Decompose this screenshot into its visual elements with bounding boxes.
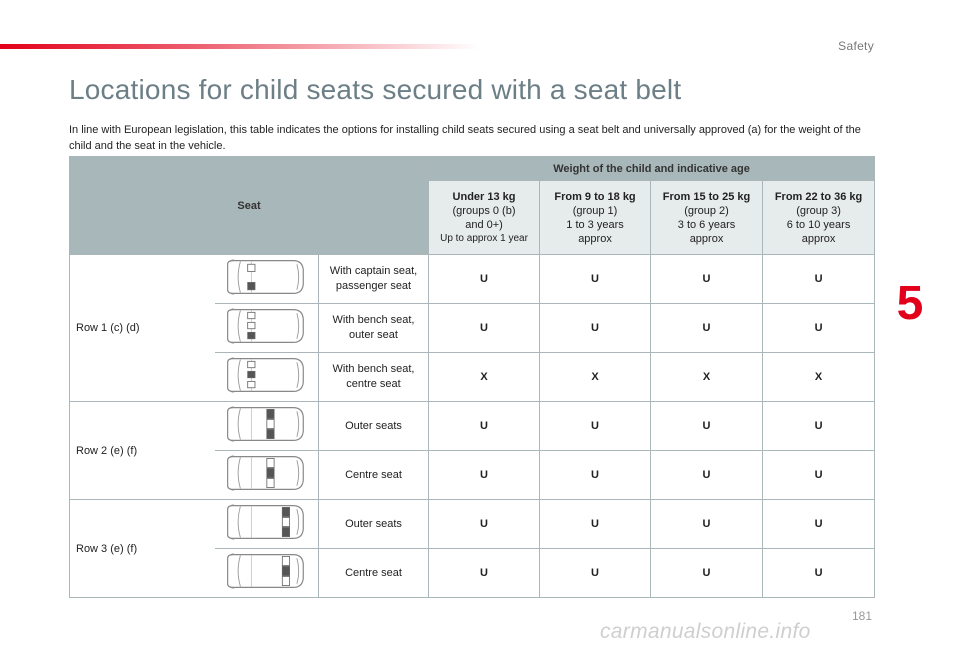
group-header-line: (group 1) [572,204,618,217]
weight-group-header [540,181,651,255]
suitability-value: U [429,451,540,500]
watermark: carmanualsonline.info [600,620,811,643]
seat-variant [319,549,429,598]
seat [248,361,255,367]
seat [248,312,255,318]
group-header-line: 6 to 10 years [786,218,851,231]
suitability-value: U [540,255,651,304]
suitability-value: U [763,549,875,598]
highlighted-seat [282,566,289,575]
suitability-value: U [651,549,763,598]
group-header-line: From 15 to 25 kg [662,190,751,203]
car-row2-outer-seats-icon [224,405,306,443]
car-diagram-cell [215,549,319,598]
car-diagram-cell [215,304,319,353]
weight-group-header [651,181,763,255]
seat-variant-line: With bench seat, [332,314,415,326]
group-header-line: (group 3) [796,204,841,217]
seat-variant-line: Centre seat [345,468,402,481]
group-header-line: approx [689,232,724,245]
suitability-value: U [763,255,875,304]
suitability-value: U [540,451,651,500]
weight-group-header [429,181,540,255]
section-name: Safety [838,39,874,53]
highlighted-seat [248,282,255,289]
suitability-value: U [429,500,540,549]
suitability-value: U [429,304,540,353]
weight-header: Weight of the child and indicative age [429,157,875,181]
suitability-value: U [651,500,763,549]
suitability-value: U [763,451,875,500]
row-group-label: Row 1 (c) (d) [70,255,215,402]
group-header-line: and 0+) [465,218,503,231]
seat-variant-line: centre seat [346,378,401,390]
seat [248,322,255,328]
row-group-label: Row 3 (e) (f) [70,500,215,598]
suitability-value: U [651,304,763,353]
seat-variant-line: Outer seats [345,419,402,432]
child-seat-table [69,156,875,598]
highlighted-seat [267,468,274,477]
seat [267,419,274,428]
suitability-value: U [540,402,651,451]
seat-variant [319,255,429,304]
seat-variant [319,500,429,549]
header-accent-bar [0,44,480,49]
suitability-value: U [540,500,651,549]
table-row [70,500,875,549]
seat-header: Seat [70,157,429,255]
seat-variant-line: Outer seats [345,517,402,530]
car-row2-centre-seat-icon [224,454,306,492]
car-row3-centre-seat-icon [224,552,306,590]
highlighted-seat [248,332,255,338]
group-header-line: From 9 to 18 kg [554,190,636,203]
seat [282,576,289,585]
car-front-passenger-seat-icon [224,258,306,296]
suitability-value: U [651,402,763,451]
seat [248,264,255,271]
seat [267,458,274,467]
suitability-value: U [763,402,875,451]
page-number: 181 [851,609,872,623]
highlighted-seat [282,507,289,516]
seat-variant-line: Centre seat [345,566,402,579]
highlighted-seat [248,371,255,377]
seat-variant-line: outer seat [349,329,398,341]
seat [282,556,289,565]
car-row3-outer-seats-icon [224,503,306,541]
chapter-number: 5 [896,277,924,330]
seat [267,478,274,487]
car-diagram-cell [215,451,319,500]
weight-group-header [763,181,875,255]
suitability-value: U [429,255,540,304]
suitability-value: U [651,255,763,304]
group-header-line: (groups 0 (b) [452,204,516,217]
intro-paragraph: In line with European legislation, this table indicates the options for installing child seats secured using a seat belt and universally approved (a) for the weight of the child and the seat in the vehicle. [69,124,861,152]
page-title: Locations for child seats secured with a seat belt [69,74,682,105]
group-header-line: From 22 to 36 kg [774,190,863,203]
car-front-bench-outer-seat-icon [224,307,306,345]
suitability-value: U [429,549,540,598]
highlighted-seat [282,527,289,536]
suitability-value: U [429,402,540,451]
suitability-value: X [429,353,540,402]
highlighted-seat [267,409,274,418]
table-row [70,402,875,451]
row-group-label: Row 2 (e) (f) [70,402,215,500]
group-header-line: approx [801,232,836,245]
suitability-value: X [651,353,763,402]
car-front-bench-centre-seat-icon [224,356,306,394]
group-header-line: approx [578,232,612,245]
group-header-line: (group 2) [684,204,729,217]
suitability-value: U [763,304,875,353]
seat [282,517,289,526]
seat [248,381,255,387]
suitability-value: U [540,549,651,598]
suitability-value: U [763,500,875,549]
seat-variant [319,353,429,402]
car-diagram-cell [215,402,319,451]
car-diagram-cell [215,255,319,304]
suitability-value: U [651,451,763,500]
seat-variant [319,304,429,353]
suitability-value: X [540,353,651,402]
group-header-line: 3 to 6 years [677,218,736,231]
group-header-line: Up to approx 1 year [440,232,528,244]
car-diagram-cell [215,500,319,549]
seat-variant-line: With captain seat, [329,265,418,277]
seat-variant [319,402,429,451]
car-diagram-cell [215,353,319,402]
seat-variant [319,451,429,500]
highlighted-seat [267,429,274,438]
table-row [70,255,875,304]
suitability-value: U [540,304,651,353]
seat-variant-line: With bench seat, [332,363,415,375]
suitability-value: X [763,353,875,402]
seat-variant-line: passenger seat [335,280,412,292]
group-header-line: 1 to 3 years [566,218,624,231]
group-header-line: Under 13 kg [452,190,516,203]
